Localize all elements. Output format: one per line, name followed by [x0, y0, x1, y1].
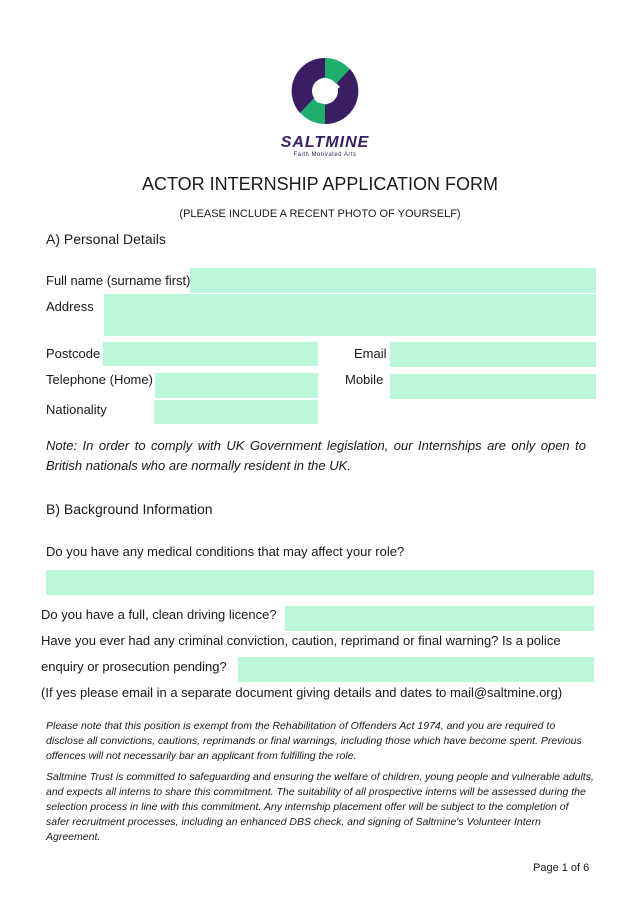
medical-input[interactable] — [46, 570, 594, 595]
driving-input[interactable] — [285, 606, 594, 631]
nationality-label: Nationality — [46, 402, 107, 417]
saltmine-logo — [270, 55, 380, 160]
safeguarding-paragraph: Saltmine Trust is committed to safeguarding and ensuring the welfare of children, young people and vulnerable adults, and expects all interns to share this commitment. The suitability of all prospective interns will be assessed during the selection process in line with this commitment. Any internship placement offer will be subject to the completion of safer recruitment processes, including an enhanced DBS check, and signing of Saltmine's Volunteer Intern Agreement. — [46, 771, 594, 843]
criminal-question-line2: enquiry or prosecution pending? — [41, 659, 227, 674]
rehabilitation-paragraph: Please note that this position is exempt from the Rehabilitation of Offenders Act 1974, and you are required to disclose all convictions, cautions, reprimands or final warnings, including those which have become spent. Previous offences will not necessarily bar an applicant from fulfilling the role. — [46, 720, 582, 762]
page-number: Page 1 of 6 — [533, 862, 590, 874]
nationality-note: Note: In order to comply with UK Government legislation, our Internships are only open to British nationals who are normally resident in the UK. — [46, 438, 586, 473]
nationality-input[interactable] — [154, 400, 318, 424]
logo-name: SALTMINE — [280, 134, 370, 151]
medical-question: Do you have any medical conditions that may affect your role? — [46, 544, 405, 559]
email-input[interactable] — [390, 342, 596, 367]
criminal-input[interactable] — [238, 657, 594, 682]
mobile-label: Mobile — [345, 372, 384, 387]
postcode-input[interactable] — [103, 342, 318, 366]
full-name-input[interactable] — [190, 268, 596, 293]
page-title: ACTOR INTERNSHIP APPLICATION FORM — [141, 174, 499, 194]
criminal-question-line1: Have you ever had any criminal conviction, caution, reprimand or final warning? Is a police — [41, 633, 561, 648]
full-name-label: Full name (surname first) — [46, 273, 191, 288]
mobile-input[interactable] — [390, 374, 596, 399]
telephone-input[interactable] — [155, 373, 318, 398]
email-label: Email — [354, 346, 387, 361]
address-label: Address — [46, 299, 94, 314]
postcode-label: Postcode — [46, 346, 101, 361]
section-b-heading: B) Background Information — [46, 501, 213, 517]
subtitle: (PLEASE INCLUDE A RECENT PHOTO OF YOURSELF) — [179, 208, 461, 220]
logo-tagline: Faith Motivated Arts — [293, 152, 357, 158]
telephone-label: Telephone (Home) — [46, 372, 153, 387]
logo-mark-icon — [270, 55, 380, 125]
email-instruction: (If yes please email in a separate document giving details and dates to mail@saltmine.org) — [41, 685, 563, 700]
section-a-heading: A) Personal Details — [46, 231, 166, 247]
address-input[interactable] — [104, 294, 596, 336]
driving-question: Do you have a full, clean driving licence? — [41, 607, 277, 622]
